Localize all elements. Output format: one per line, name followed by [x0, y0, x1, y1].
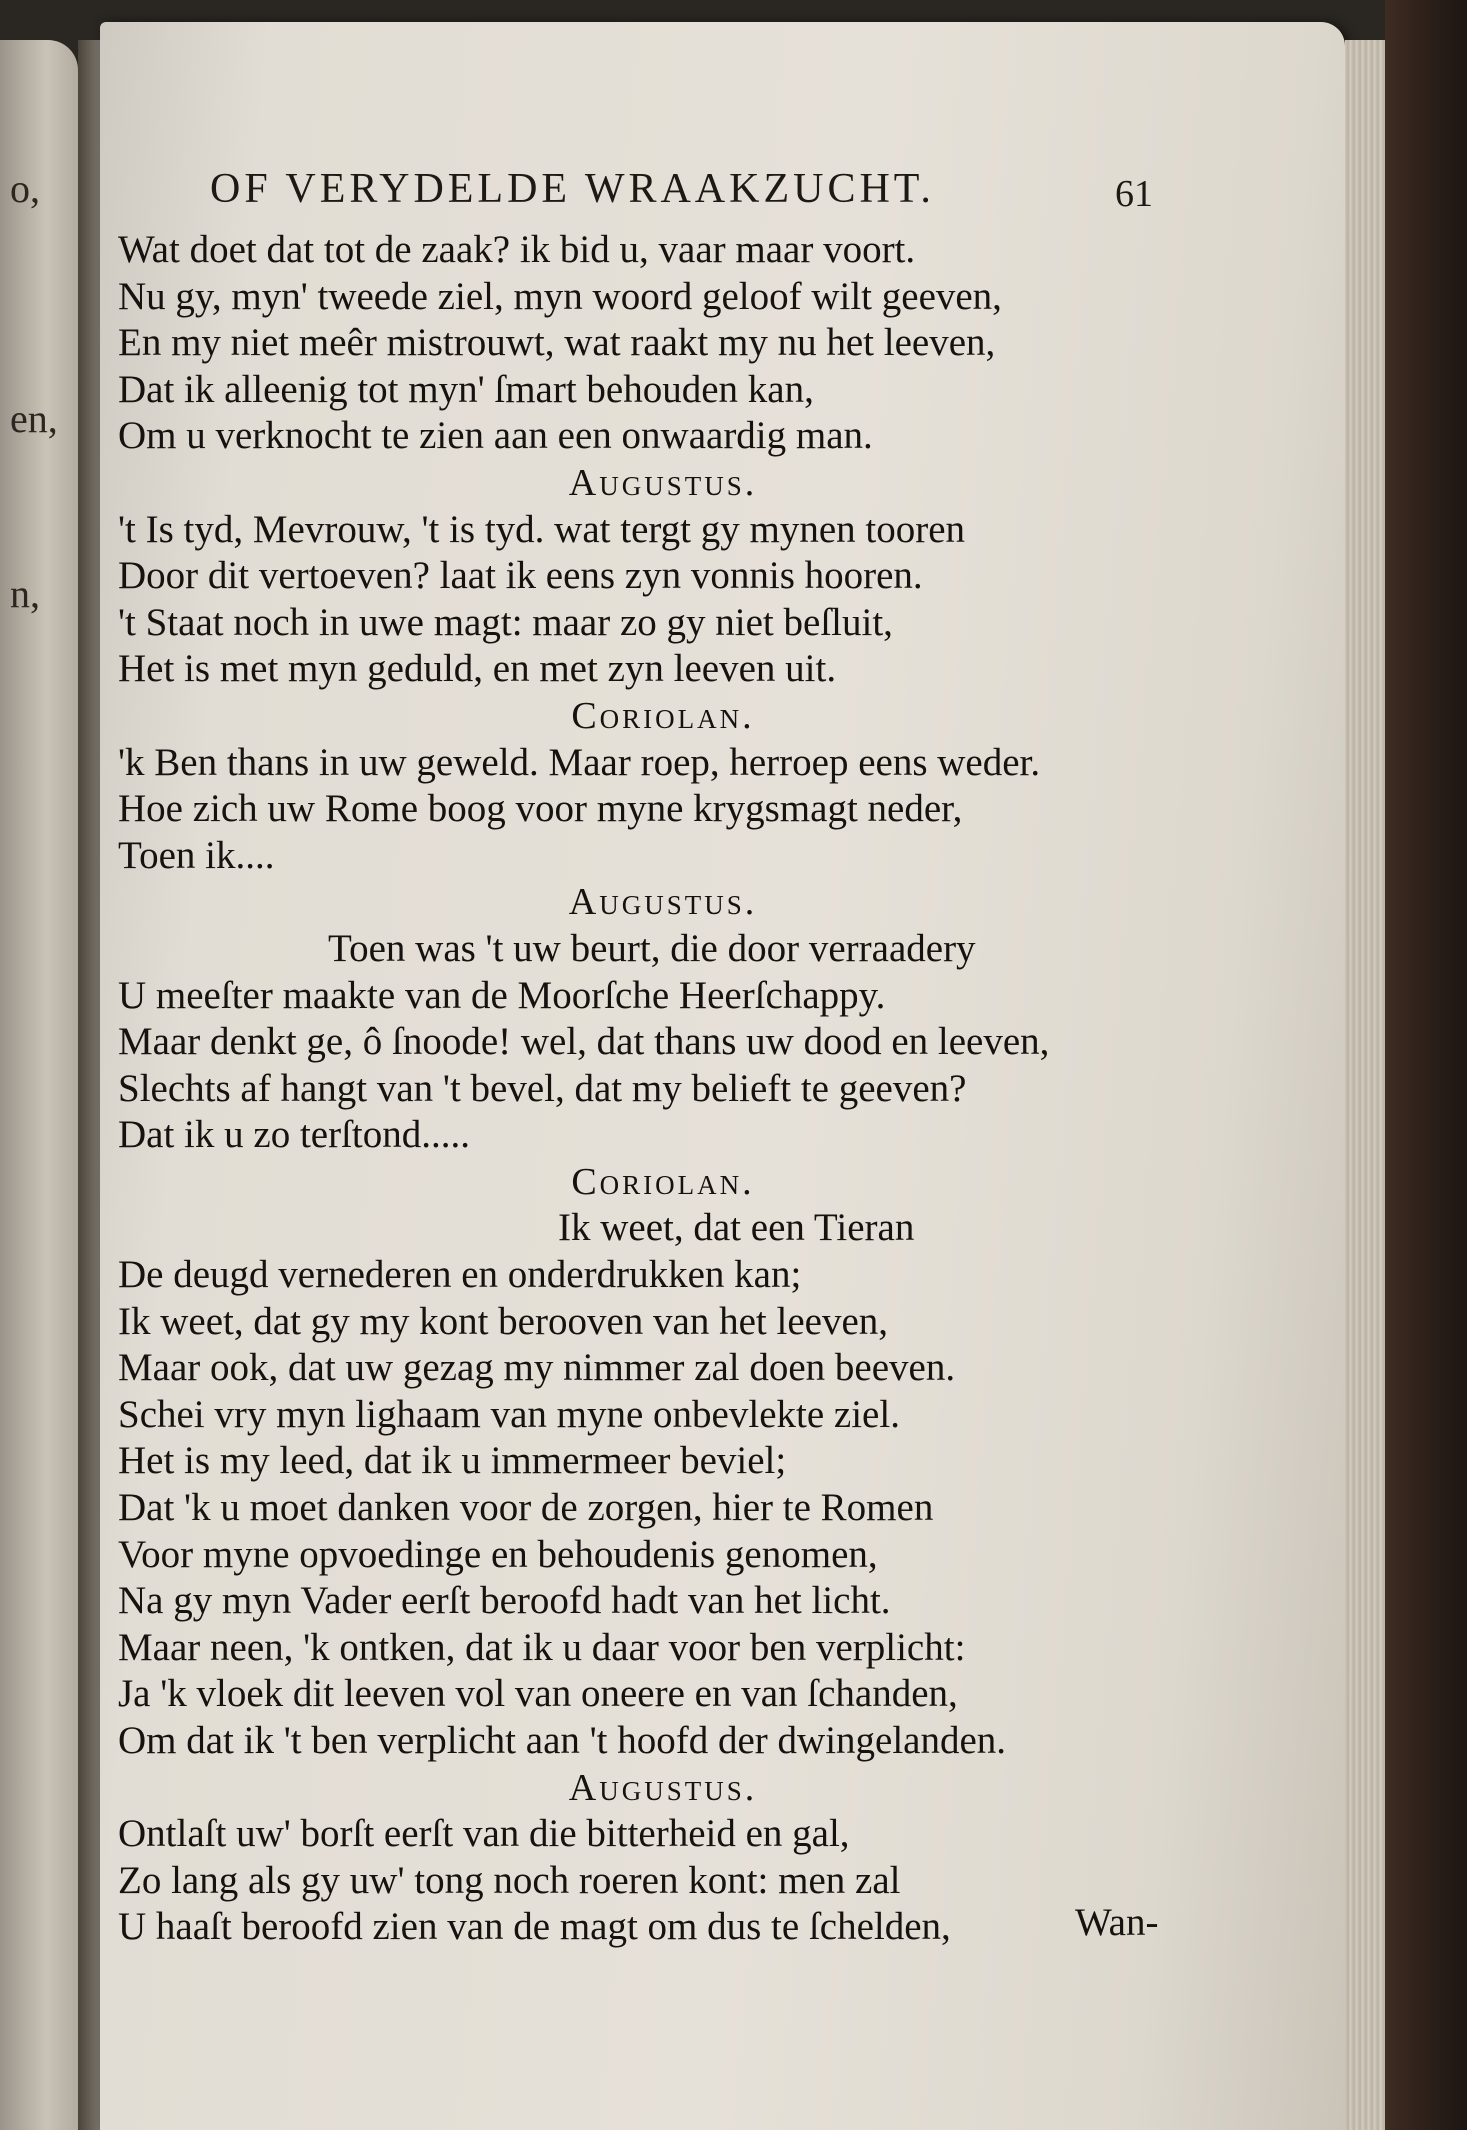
verse-line: Na gy myn Vader eerſt beroofd hadt van het licht.: [118, 1579, 891, 1623]
verse-line: Slechts af hangt van 't bevel, dat my belieft te geeven?: [118, 1066, 967, 1110]
speaker-heading: Augustus.: [568, 881, 758, 924]
verse-text-block: [118, 227, 1208, 1951]
left-page-fragment: en,: [10, 396, 58, 441]
left-page-edge: [0, 40, 78, 2130]
verse-line: U haaſt beroofd zien van de magt om dus te ſchelden,: [118, 1905, 951, 1949]
verse-line: Om dat ik 't ben verplicht aan 't hoofd der dwingelanden.: [118, 1719, 1007, 1762]
verse-line: Nu gy, myn' tweede ziel, myn woord geloof wilt geeven,: [118, 274, 1002, 318]
left-page-fragment: o,: [10, 166, 40, 211]
verse-line: Dat ik alleenig tot myn' ſmart behouden kan,: [118, 367, 814, 411]
verse-line: Ja 'k vloek dit leeven vol van oneere en van ſchanden,: [118, 1672, 958, 1716]
verse-line: Dat ik u zo terſtond.....: [118, 1113, 471, 1157]
verse-line: Zo lang als gy uw' tong noch roeren kont: men zal: [118, 1858, 901, 1902]
verse-line: U meeſter maakte van de Moorſche Heerſchappy.: [118, 973, 886, 1017]
verse-line: 't Staat noch in uwe magt: maar zo gy niet beſluit,: [118, 600, 893, 644]
page-number: 61: [1115, 173, 1153, 215]
verse-line: Toen was 't uw beurt, die door verraadery: [328, 926, 976, 970]
verse-line: Toen ik....: [118, 833, 275, 877]
verse-line: Maar ook, dat uw gezag my nimmer zal doen beeven.: [118, 1346, 956, 1390]
speaker-heading: Augustus.: [568, 1766, 758, 1809]
verse-line: En my niet meêr mistrouwt, wat raakt my nu het leeven,: [118, 321, 996, 365]
verse-line: Maar denkt ge, ô ſnoode! wel, dat thans uw dood en leeven,: [118, 1020, 1050, 1064]
verse-line: Dat 'k u moet danken voor de zorgen, hier te Romen: [118, 1486, 934, 1530]
verse-line: Voor myne opvoedinge en behoudenis genomen,: [118, 1532, 878, 1576]
verse-line: Maar neen, 'k ontken, dat ik u daar voor ben verplicht:: [118, 1625, 966, 1669]
catchword: Wan-: [1075, 1901, 1159, 1944]
speaker-heading: Augustus.: [568, 461, 758, 504]
speaker-heading: Coriolan.: [571, 1160, 755, 1203]
verse-line: Schei vry myn lighaam van myne onbevlekte ziel.: [118, 1392, 900, 1436]
verse-line: Het is my leed, dat ik u immermeer beviel;: [118, 1439, 787, 1483]
verse-line: Om u verknocht te zien aan een onwaardig man.: [118, 414, 873, 458]
speaker-heading: Coriolan.: [571, 694, 755, 737]
left-page-fragment: n,: [10, 571, 40, 616]
verse-line: Wat doet dat tot de zaak? ik bid u, vaar maar voort.: [118, 228, 916, 271]
running-head: OF VERYDELDE WRAAKZUCHT.: [210, 166, 935, 212]
verse-line: Het is met myn geduld, en met zyn leeven uit.: [118, 647, 837, 691]
verse-line: Hoe zich uw Rome boog voor myne krygsmagt neder,: [118, 787, 963, 831]
verse-line: Ik weet, dat een Tieran: [558, 1206, 915, 1250]
book-cover: [1385, 0, 1467, 2130]
verse-line: De deugd vernederen en onderdrukken kan;: [118, 1253, 802, 1297]
verse-line: Door dit vertoeven? laat ik eens zyn vonnis hooren.: [118, 554, 923, 598]
page-edges: [1345, 40, 1385, 2130]
verse-line: 'k Ben thans in uw geweld. Maar roep, herroep eens weder.: [118, 740, 1041, 784]
verse-line: Ik weet, dat gy my kont berooven van het leeven,: [118, 1299, 889, 1343]
verse-line: Ontlaſt uw' borſt eerſt van die bitterheid en gal,: [118, 1812, 850, 1856]
verse-line: 't Is tyd, Mevrouw, 't is tyd. wat tergt gy mynen tooren: [118, 507, 966, 551]
